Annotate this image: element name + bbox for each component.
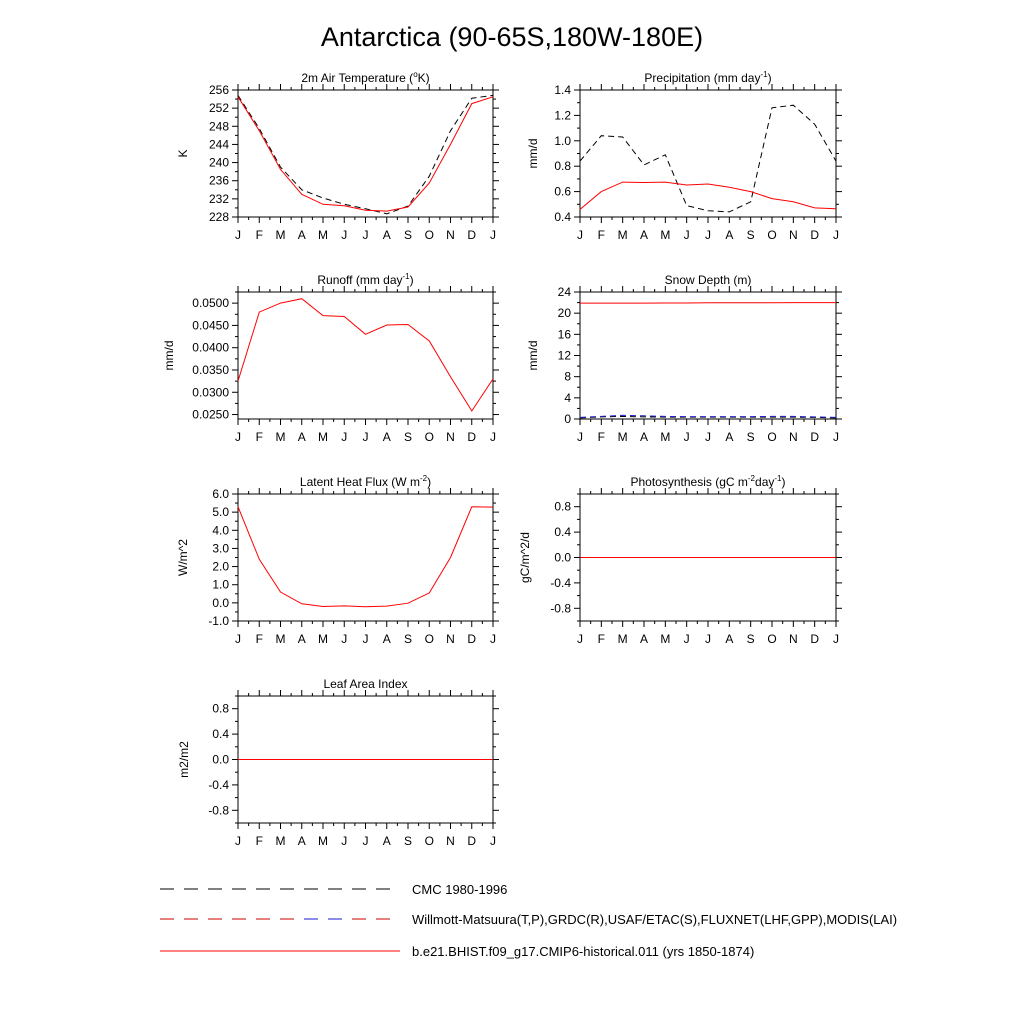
y-tick-label: 0.0 xyxy=(212,595,229,610)
y-tick-label: 16 xyxy=(557,327,571,342)
y-tick-label: 248 xyxy=(208,119,229,134)
panel-4 xyxy=(176,474,499,646)
x-tick-label: J xyxy=(683,228,690,242)
x-tick-label: O xyxy=(767,430,777,444)
series-line-obs xyxy=(580,415,836,417)
x-tick-label: M xyxy=(318,430,328,444)
x-tick-label: A xyxy=(639,632,649,646)
series-line-cmc xyxy=(238,95,493,213)
x-tick-label: D xyxy=(467,834,477,848)
legend xyxy=(160,882,897,959)
y-axis-label: W/m^2 xyxy=(176,539,190,576)
y-tick-label: 0.8 xyxy=(554,159,571,174)
y-tick-label: 0.4 xyxy=(554,210,571,224)
x-tick-label: M xyxy=(275,430,286,444)
x-tick-label: J xyxy=(362,430,369,444)
x-tick-label: A xyxy=(382,228,391,242)
x-tick-label: J xyxy=(235,228,241,242)
x-tick-label: O xyxy=(424,632,434,646)
x-tick-label: S xyxy=(746,228,755,242)
y-tick-label: 0.0400 xyxy=(192,340,229,355)
x-tick-label: J xyxy=(235,834,241,848)
plot-frame xyxy=(580,90,836,217)
x-tick-label: M xyxy=(318,834,328,848)
y-tick-label: 24 xyxy=(557,285,571,299)
x-tick-label: J xyxy=(705,632,711,646)
x-tick-label: N xyxy=(446,228,455,242)
x-tick-label: S xyxy=(403,228,413,242)
legend-entry xyxy=(160,912,897,927)
y-tick-label: 0.0250 xyxy=(192,407,229,422)
y-axis-label: K xyxy=(176,149,190,158)
legend-entry xyxy=(160,882,507,897)
x-tick-label: A xyxy=(639,228,649,242)
x-tick-label: J xyxy=(833,632,839,646)
series-line-cmc xyxy=(580,416,836,418)
x-tick-label: J xyxy=(683,430,690,444)
series-line-model xyxy=(580,303,836,304)
y-tick-label: 0.8 xyxy=(554,499,571,514)
y-tick-label: 3.0 xyxy=(212,541,229,556)
panel-title: 2m Air Temperature ($^o$K) xyxy=(301,70,430,85)
series-line-model xyxy=(238,97,493,211)
y-tick-label: -0.8 xyxy=(208,803,229,818)
x-tick-label: M xyxy=(275,632,286,646)
y-tick-label: 232 xyxy=(208,191,229,206)
y-tick-label: 6.0 xyxy=(212,487,229,501)
y-tick-label: 252 xyxy=(208,101,229,116)
x-tick-label: J xyxy=(362,834,369,848)
series-line-model xyxy=(238,299,493,411)
y-tick-label: 236 xyxy=(208,173,229,188)
x-tick-label: N xyxy=(788,228,798,242)
y-tick-label: 244 xyxy=(208,137,229,152)
y-tick-label: 5.0 xyxy=(212,505,229,520)
plot-frame xyxy=(238,292,493,419)
x-tick-label: N xyxy=(446,834,455,848)
x-tick-label: M xyxy=(660,430,671,444)
x-tick-label: D xyxy=(810,430,820,444)
x-tick-label: J xyxy=(490,632,496,646)
y-tick-label: 0.0500 xyxy=(192,296,229,311)
x-tick-label: M xyxy=(275,834,286,848)
y-axis-label: gC/m^2/d xyxy=(518,532,532,583)
x-tick-label: J xyxy=(705,228,711,242)
plot-frame xyxy=(580,292,836,419)
x-tick-label: O xyxy=(424,834,434,848)
x-tick-label: J xyxy=(577,632,583,646)
panel-5 xyxy=(518,474,842,646)
y-tick-label: 1.0 xyxy=(212,577,229,592)
x-tick-label: M xyxy=(617,228,628,242)
y-tick-label: 0.0 xyxy=(554,550,571,565)
y-tick-label: 1.0 xyxy=(554,133,571,148)
x-tick-label: N xyxy=(788,632,798,646)
x-tick-label: J xyxy=(490,430,496,444)
y-tick-label: -0.4 xyxy=(550,575,571,590)
x-tick-label: A xyxy=(382,632,391,646)
panel-2 xyxy=(162,272,499,444)
x-tick-label: J xyxy=(341,228,348,242)
series-line-cmc xyxy=(580,105,836,212)
x-tick-label: A xyxy=(297,834,306,848)
x-tick-label: F xyxy=(597,228,606,242)
x-tick-label: M xyxy=(318,228,328,242)
y-tick-label: 1.4 xyxy=(554,83,571,97)
x-tick-label: F xyxy=(255,228,263,242)
x-tick-label: J xyxy=(833,430,839,444)
panel-3 xyxy=(526,273,842,444)
legend-label: CMC 1980-1996 xyxy=(412,882,508,897)
x-tick-label: F xyxy=(597,632,606,646)
x-tick-label: A xyxy=(725,632,734,646)
panel-6 xyxy=(177,677,499,848)
x-tick-label: A xyxy=(639,430,649,444)
x-tick-label: J xyxy=(577,228,583,242)
panel-0 xyxy=(176,70,499,242)
x-tick-label: A xyxy=(725,430,734,444)
panel-title: Snow Depth (m) xyxy=(664,273,752,287)
y-tick-label: 0 xyxy=(564,412,571,426)
x-tick-label: J xyxy=(235,632,241,646)
y-tick-label: 12 xyxy=(557,348,571,363)
x-tick-label: J xyxy=(341,632,348,646)
x-tick-label: S xyxy=(746,430,755,444)
y-tick-label: 20 xyxy=(557,306,571,321)
y-tick-label: 4.0 xyxy=(212,523,229,538)
x-tick-label: A xyxy=(725,228,734,242)
panel-title: Photosynthesis (gC $m^{-2}day^{-1}$) xyxy=(630,474,786,489)
x-tick-label: F xyxy=(255,632,263,646)
series-line-model xyxy=(238,507,493,607)
x-tick-label: A xyxy=(297,430,306,444)
y-tick-label: -0.4 xyxy=(208,777,229,792)
x-tick-label: S xyxy=(403,632,413,646)
x-tick-label: N xyxy=(446,632,455,646)
x-tick-label: S xyxy=(403,834,413,848)
y-tick-label: 0.6 xyxy=(554,184,571,199)
x-tick-label: M xyxy=(318,632,328,646)
x-tick-label: M xyxy=(660,228,671,242)
y-tick-label: 2.0 xyxy=(212,559,229,574)
x-tick-label: J xyxy=(362,632,369,646)
panel-title: Leaf Area Index xyxy=(323,677,408,691)
x-tick-label: O xyxy=(767,228,777,242)
x-tick-label: O xyxy=(424,430,434,444)
x-tick-label: N xyxy=(446,430,455,444)
panel-title: Precipitation (mm day$^{-1}$) xyxy=(644,70,772,85)
x-tick-label: M xyxy=(617,430,628,444)
x-tick-label: A xyxy=(297,228,306,242)
y-tick-label: 0.8 xyxy=(212,701,229,716)
panel-title: Runoff (mm day$^{-1}$) xyxy=(317,272,414,287)
y-tick-label: 4 xyxy=(564,390,571,405)
panel-title: Latent Heat Flux (W $m^{-2}$) xyxy=(299,474,432,489)
x-tick-label: J xyxy=(833,228,839,242)
y-tick-label: 0.0350 xyxy=(192,362,229,377)
y-tick-label: 256 xyxy=(208,83,229,97)
y-tick-label: 0.4 xyxy=(554,525,571,540)
x-tick-label: S xyxy=(746,632,755,646)
y-axis-label: mm/d xyxy=(162,340,176,371)
series-line-model xyxy=(580,182,836,209)
x-tick-label: D xyxy=(467,430,477,444)
y-tick-label: 1.2 xyxy=(554,108,571,123)
y-tick-label: 0.0300 xyxy=(192,385,229,400)
y-tick-label: 0.0 xyxy=(212,752,229,767)
x-tick-label: F xyxy=(597,430,606,444)
y-axis-label: mm/d xyxy=(526,138,540,169)
x-tick-label: D xyxy=(467,632,477,646)
x-tick-label: J xyxy=(490,834,496,848)
y-tick-label: 8 xyxy=(564,369,571,384)
x-tick-label: N xyxy=(788,430,798,444)
x-tick-label: D xyxy=(810,228,820,242)
legend-label: Willmott-Matsuura(T,P),GRDC(R),USAF/ETAC(S),FLUXNET(LHF,GPP),MODIS(LAI) xyxy=(412,912,898,927)
y-tick-label: -1.0 xyxy=(208,614,229,628)
x-tick-label: A xyxy=(382,430,391,444)
y-axis-label: mm/d xyxy=(526,340,540,371)
x-tick-label: O xyxy=(424,228,434,242)
x-tick-label: F xyxy=(255,430,263,444)
panel-1 xyxy=(526,70,842,242)
x-tick-label: M xyxy=(275,228,286,242)
y-tick-label: 0.4 xyxy=(212,727,229,742)
y-tick-label: 0.0450 xyxy=(192,318,229,333)
x-tick-label: A xyxy=(382,834,391,848)
x-tick-label: F xyxy=(255,834,263,848)
x-tick-label: O xyxy=(767,632,777,646)
x-tick-label: J xyxy=(341,430,348,444)
x-tick-label: M xyxy=(617,632,628,646)
x-tick-label: J xyxy=(577,430,583,444)
figure-title: Antarctica (90-65S,180W-180E) xyxy=(320,22,704,52)
x-tick-label: J xyxy=(235,430,241,444)
x-tick-label: S xyxy=(403,430,413,444)
y-tick-label: 240 xyxy=(208,155,229,170)
x-tick-label: A xyxy=(297,632,306,646)
plot-frame xyxy=(238,90,493,217)
x-tick-label: J xyxy=(683,632,690,646)
y-tick-label: -0.8 xyxy=(550,601,571,616)
legend-entry xyxy=(160,944,754,959)
x-tick-label: J xyxy=(490,228,496,242)
x-tick-label: D xyxy=(810,632,820,646)
x-tick-label: J xyxy=(705,430,711,444)
plot-frame xyxy=(238,494,493,621)
x-tick-label: M xyxy=(660,632,671,646)
x-tick-label: J xyxy=(362,228,369,242)
y-tick-label: 228 xyxy=(208,210,229,224)
x-tick-label: J xyxy=(341,834,348,848)
y-axis-label: m2/m2 xyxy=(177,741,191,778)
x-tick-label: D xyxy=(467,228,477,242)
legend-label: b.e21.BHIST.f09_g17.CMIP6-historical.011 (yrs 1850-1874) xyxy=(412,944,755,959)
